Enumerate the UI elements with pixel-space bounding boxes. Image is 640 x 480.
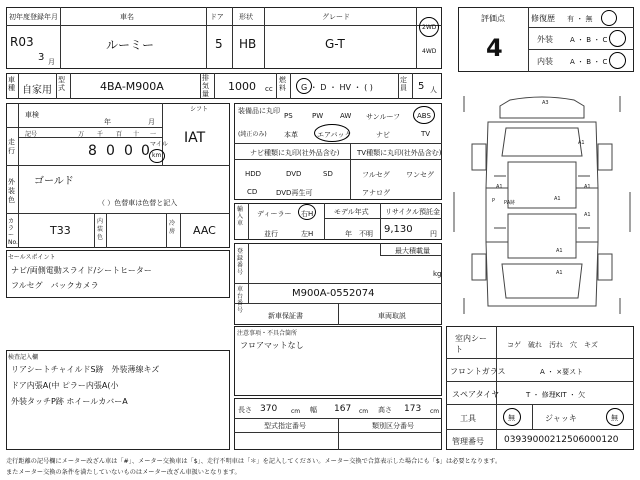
height-unit: cm	[430, 408, 440, 415]
divider	[6, 25, 442, 26]
odo-digit-2: 0	[106, 143, 115, 159]
divider	[324, 203, 325, 240]
capacity-unit: 人	[430, 86, 437, 94]
divider	[234, 159, 442, 160]
grade-value: G-T	[325, 37, 345, 51]
recycle-label: リサイクル預託金	[385, 208, 441, 216]
equip-sunroof: サンルーフ	[366, 113, 401, 121]
class-label: 類別区分番号	[372, 422, 414, 430]
diag-label-p: P	[492, 198, 496, 204]
first-reg-value: R03	[10, 35, 34, 49]
tv-fullseg: フルセグ	[362, 171, 390, 179]
color-note: （ ）色替車は色替と記入	[98, 199, 178, 207]
ac-label: 冷房	[169, 220, 176, 235]
diag-label-a1-right-upper: A1	[578, 140, 585, 146]
model-year-label: モデル年式	[334, 208, 369, 216]
tools-label: 工具	[460, 414, 476, 423]
divider	[70, 73, 71, 99]
divider	[528, 7, 529, 72]
door-label: ドア	[210, 13, 224, 21]
drive-4wd: 4WD	[422, 48, 437, 55]
spare-options: T ・ 修理KIT ・ 欠	[526, 391, 586, 399]
repair-options: 有 ・ 無	[567, 15, 593, 23]
divider	[232, 7, 233, 69]
divider	[6, 165, 230, 166]
color-no-label: カラーNo.	[8, 218, 18, 246]
navi-dvd-play: DVD再生可	[276, 189, 313, 197]
diag-label-a1-right-mid: A1	[584, 184, 591, 190]
divider	[214, 73, 215, 99]
month-unit: 月	[48, 58, 55, 66]
digit-label-4: 十	[133, 131, 140, 138]
jack-value: 無	[611, 414, 618, 422]
diag-label-a1-right-low: A1	[584, 212, 591, 218]
car-damage-diagram	[450, 92, 634, 320]
type-spec-label: 型式指定番号	[264, 422, 306, 430]
seat-label: 室内シート	[455, 334, 487, 354]
width-value: 167	[334, 404, 352, 414]
fuel-label: 燃料	[279, 76, 286, 92]
exterior-options: A ・ B ・ C	[570, 36, 608, 44]
header-table	[6, 7, 442, 69]
divider	[276, 73, 277, 99]
interior-color-label: 内装色	[97, 218, 104, 241]
doors-value: 5	[215, 37, 223, 51]
mile-label: マイル	[150, 141, 168, 148]
divider	[166, 213, 167, 248]
notes-label: 注意事項・不具合箇所	[237, 330, 298, 337]
divider	[180, 213, 181, 248]
front-glass-label: フロントガラス	[450, 367, 506, 376]
length-label: 長さ	[238, 406, 252, 414]
import-right: 右H	[301, 210, 314, 218]
score-label: 評価点	[481, 14, 505, 23]
navi-cd: CD	[247, 188, 258, 196]
notes-text: フロアマットなし	[240, 341, 304, 350]
diag-label-a1-left: A1	[496, 184, 503, 190]
usage-value: 自家用	[22, 85, 52, 96]
exterior-circle	[609, 30, 626, 47]
interior-options: A ・ B ・ C	[570, 58, 608, 66]
mgmt-label: 管理番号	[452, 437, 484, 446]
selling-points-label: セールスポイント	[8, 254, 56, 261]
color-label: 外装色	[8, 178, 15, 204]
ac-value: AAC	[193, 224, 216, 237]
diag-label-pa: PA跡	[504, 200, 516, 206]
equipment-sub: (純正のみ)	[238, 131, 267, 138]
equip-tv: TV	[421, 130, 431, 138]
navi-title: ナビ種類に丸印(社外品含む)	[250, 149, 340, 157]
max-load-unit: kg	[433, 270, 442, 278]
month-value: 3	[38, 52, 45, 63]
equipment-title: 装備品に丸印	[238, 107, 280, 115]
equip-abs: ABS	[417, 112, 431, 120]
divider	[200, 73, 201, 99]
model-label: 型式	[58, 76, 65, 92]
km-label: km	[152, 152, 162, 159]
equip-navi: ナビ	[376, 131, 390, 139]
tools-value: 無	[508, 414, 515, 422]
divider	[234, 143, 442, 144]
shift-value: IAT	[184, 130, 206, 146]
digit-label-2: 千	[97, 131, 104, 138]
width-unit: cm	[359, 408, 369, 415]
divider	[56, 73, 57, 99]
divider	[18, 103, 19, 248]
odometer-label: 走行	[8, 138, 15, 155]
chassis-value: M900A-0552074	[292, 288, 375, 299]
divider	[264, 7, 265, 69]
inspector-line1: リアシートチャイルドS跡 外装薄線キズ	[11, 365, 160, 374]
diag-label-a3-top: A3	[542, 100, 549, 106]
spare-label: スペアタイヤ	[452, 390, 500, 399]
registration-row	[6, 73, 442, 99]
recycle-yen: 円	[430, 230, 437, 238]
divider	[496, 326, 497, 450]
navi-dvd: DVD	[286, 170, 302, 178]
divider	[380, 243, 381, 255]
divider	[206, 7, 207, 69]
capacity-label: 定員	[400, 76, 407, 92]
car-name-label: 車名	[120, 13, 134, 21]
model-year-value: 年 不明	[345, 230, 373, 238]
diag-label-a1-rear: A1	[556, 270, 563, 276]
selling-points-line1: ナビ/両側電動スライド/シートヒーター	[11, 266, 152, 275]
navi-sd: SD	[323, 170, 333, 178]
divider	[338, 418, 339, 450]
import-label: 輸入車	[237, 206, 244, 227]
import-left: 左H	[301, 230, 314, 238]
length-unit: cm	[291, 408, 301, 415]
equip-pw: PW	[312, 112, 324, 120]
digit-label-1: 万	[78, 131, 85, 138]
divider	[350, 143, 351, 200]
equip-leather: 本革	[284, 131, 298, 139]
import-parallel: 並行	[264, 230, 278, 238]
divider	[446, 429, 634, 430]
footer-line1: 走行距離の記号欄にメーター改ざん車は「#」、メーター交換車は「$」、走行不明車は「＊」を記入してください。メーター交換で合算表示した場合にも「$」は必要となります。	[6, 458, 502, 465]
divider	[248, 203, 249, 240]
tv-title: TV種類に丸印(社外品含む)	[357, 149, 442, 157]
displacement-value: 1000	[228, 80, 256, 93]
digit-label-5: 一	[150, 131, 157, 138]
divider	[6, 127, 162, 128]
digit-label-0: 記号	[25, 131, 38, 138]
displacement-label: 排気量	[202, 74, 209, 98]
divider	[94, 213, 95, 248]
score-value: 4	[486, 34, 503, 62]
odo-digit-1: 8	[88, 143, 97, 159]
chassis-label: 車台番号	[237, 286, 244, 314]
divider	[234, 283, 442, 284]
seat-options: コゲ 破れ 汚れ 穴 キズ	[507, 341, 598, 349]
mgmt-value: 03939000212506000120	[504, 435, 619, 445]
fuel-options: G ・ D ・ HV ・ ( )	[301, 83, 373, 92]
shape-label: 形状	[239, 13, 253, 21]
divider	[380, 203, 381, 240]
tv-analog: アナログ	[362, 189, 390, 197]
interior-label: 内装	[537, 57, 553, 66]
divider	[6, 213, 230, 214]
drive-2wd: 2WD	[422, 24, 437, 31]
odo-digit-4: 0	[141, 143, 150, 159]
divider	[290, 73, 291, 99]
reg-label: 登録番号	[237, 248, 244, 276]
interior-circle	[609, 52, 626, 69]
footer-line2: またメーター交換の条件を満たしていないものはメーター改ざん車扱いとなります。	[6, 469, 241, 476]
height-label: 高さ	[378, 406, 392, 414]
divider	[416, 7, 417, 69]
inspect-month: 月	[148, 118, 155, 126]
jack-label: ジャッキ	[545, 414, 577, 423]
inspect-year: 年	[104, 118, 111, 126]
model-value: 4BA-M900A	[100, 80, 164, 93]
car-name-value: ルーミー	[106, 38, 155, 52]
first-reg-label: 初年度登録年月	[9, 13, 58, 21]
new-warranty: 新車保証書	[268, 312, 303, 320]
diag-label-a1-center: A1	[554, 196, 561, 202]
exterior-label: 外装	[537, 35, 553, 44]
inspector-line2: ドア内張A(中 ピラー内張A(小	[11, 381, 119, 390]
divider	[528, 49, 634, 50]
equip-aw: AW	[340, 112, 352, 120]
repair-circle	[601, 10, 617, 26]
shift-label: シフト	[190, 106, 209, 113]
color-no-value: T33	[50, 224, 71, 237]
divider	[446, 404, 634, 405]
manual-label: 車両取説	[378, 312, 406, 320]
divider	[446, 358, 634, 359]
divider	[18, 73, 19, 99]
grade-label: グレード	[322, 13, 350, 21]
height-value: 173	[404, 404, 422, 414]
length-value: 370	[260, 404, 278, 414]
divider	[398, 73, 399, 99]
divider	[412, 73, 413, 99]
capacity-value: 5	[418, 81, 425, 92]
tv-oneseg: ワンセグ	[406, 171, 434, 179]
odo-digit-3: 0	[124, 143, 133, 159]
usage-label: 車種	[8, 76, 15, 92]
width-label: 幅	[310, 406, 317, 414]
digit-label-3: 百	[116, 131, 123, 138]
equip-airbag: エアバック	[317, 131, 352, 139]
cc-unit: cc	[265, 85, 273, 93]
divider	[18, 137, 162, 138]
navi-hdd: HDD	[245, 170, 262, 178]
divider	[106, 213, 107, 248]
recycle-value: 9,130	[384, 224, 413, 235]
divider	[248, 243, 249, 303]
divider	[324, 218, 442, 219]
equip-ps: PS	[284, 112, 293, 120]
selling-points-line2: フルセグ バックカメラ	[11, 281, 99, 290]
divider	[338, 303, 339, 325]
max-load-label: 最大積載量	[395, 247, 430, 255]
divider	[532, 404, 533, 429]
diag-label-a1-rear-center: A1	[556, 248, 563, 254]
divider	[446, 381, 634, 382]
divider	[60, 7, 61, 69]
color-value: ゴールド	[34, 176, 74, 187]
inspector-line3: 外装タッチP跡 ホイールカバーA	[11, 397, 128, 406]
front-glass-options: A ・ ×要スト	[540, 368, 584, 376]
divider	[528, 27, 634, 28]
inspect-label: 車検	[25, 111, 39, 119]
import-dealer: ディーラー	[257, 210, 292, 218]
repair-label: 修復歴	[531, 14, 555, 23]
shape-value: HB	[239, 37, 257, 51]
inspector-label: 検査記入欄	[8, 354, 39, 361]
